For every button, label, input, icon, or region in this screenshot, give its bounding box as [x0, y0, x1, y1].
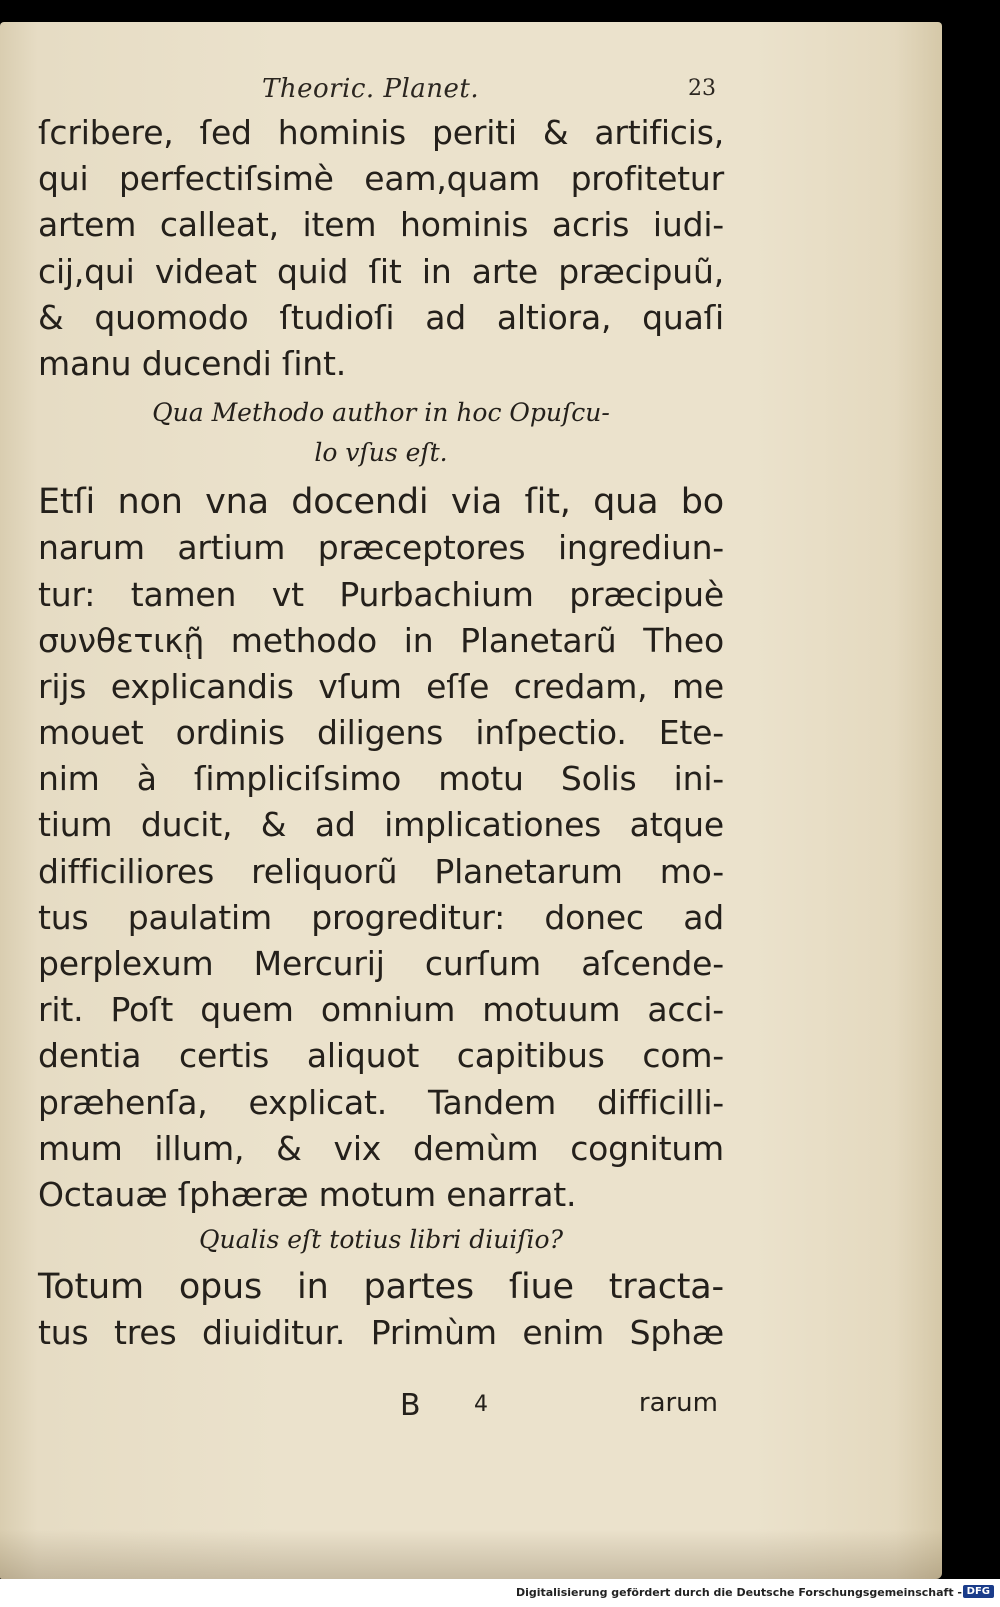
text-line: cij,qui videat quid ſit in arte præcipuũ, — [38, 251, 724, 291]
heading-line: Qualis eſt totius libri diuiſio? — [198, 1225, 563, 1255]
text-line: Totum opus in partes ſiue tracta- — [38, 1267, 724, 1308]
paragraph-2 — [38, 479, 724, 1218]
text-line: nim à ſimpliciſsimo motu Solis ini- — [38, 759, 724, 799]
signature-line — [38, 1388, 724, 1428]
page-number: 23 — [688, 76, 716, 101]
text-line: rit. Poſt quem omnium motuum acci- — [38, 990, 724, 1030]
text-line: tur: tamen vt Purbachium præcipuè — [38, 574, 724, 614]
text-line: perplexum Mercurij curſum aſcende- — [38, 944, 724, 983]
paragraph-3 — [38, 1264, 724, 1356]
text-line: tium ducit, & ad implicationes atque — [38, 805, 724, 845]
paragraph-1 — [38, 110, 724, 387]
signature-mark: B — [400, 1388, 421, 1423]
text-line: rijs explicandis vſum eſſe credam, me — [38, 666, 724, 706]
running-head: Theoric. Planet. — [262, 74, 480, 104]
dfg-logo: DFG — [963, 1585, 994, 1598]
heading-line: Qua Methodo author in hoc Opuſcu- — [152, 398, 610, 428]
catchword: rarum — [638, 1388, 718, 1418]
text-line: mouet ordinis diligens inſpectio. Ete- — [38, 713, 724, 753]
text-line: tus tres diuiditur. Primùm enim Sphæ — [38, 1313, 724, 1353]
footer-credit: Digitalisierung gefördert durch die Deutsche Forschungsgemeinschaft - — [515, 1586, 962, 1599]
footer-bar — [0, 1579, 1000, 1607]
text-line: mum illum, & vix demùm cognitum — [38, 1128, 724, 1168]
signature-number: 4 — [474, 1392, 488, 1417]
section-heading-division — [38, 1220, 724, 1260]
text-line: narum artium præceptores ingrediun- — [38, 528, 724, 568]
text-line: manu ducendi ſint. — [38, 343, 347, 383]
text-line: præhenſa, explicat. Tandem difficilli- — [38, 1082, 724, 1122]
heading-line: lo vſus eſt. — [314, 438, 448, 468]
text-line: qui perfectiſsimè eam,quam profitetur — [38, 159, 724, 199]
text-line: artem calleat, item hominis acris iudi- — [38, 205, 724, 245]
text-block — [38, 110, 724, 1357]
section-heading-method — [38, 393, 724, 473]
book-page — [0, 22, 942, 1579]
text-line: difficiliores reliquorũ Planetarum mo- — [38, 851, 724, 891]
text-line: ſcribere, ſed hominis periti & artificis, — [38, 113, 724, 152]
text-line: tus paulatim progreditur: donec ad — [38, 897, 724, 937]
text-line: dentia certis aliquot capitibus com- — [38, 1036, 724, 1076]
text-line: Etſi non vna docendi via ſit, qua bo — [38, 482, 724, 523]
text-line: Octauæ ſphæræ motum enarrat. — [38, 1174, 577, 1214]
text-line: συνθετικῇ methodo in Planetarũ Theo — [38, 620, 724, 660]
text-line: & quomodo ſtudioſi ad altiora, quaſi — [38, 297, 724, 337]
